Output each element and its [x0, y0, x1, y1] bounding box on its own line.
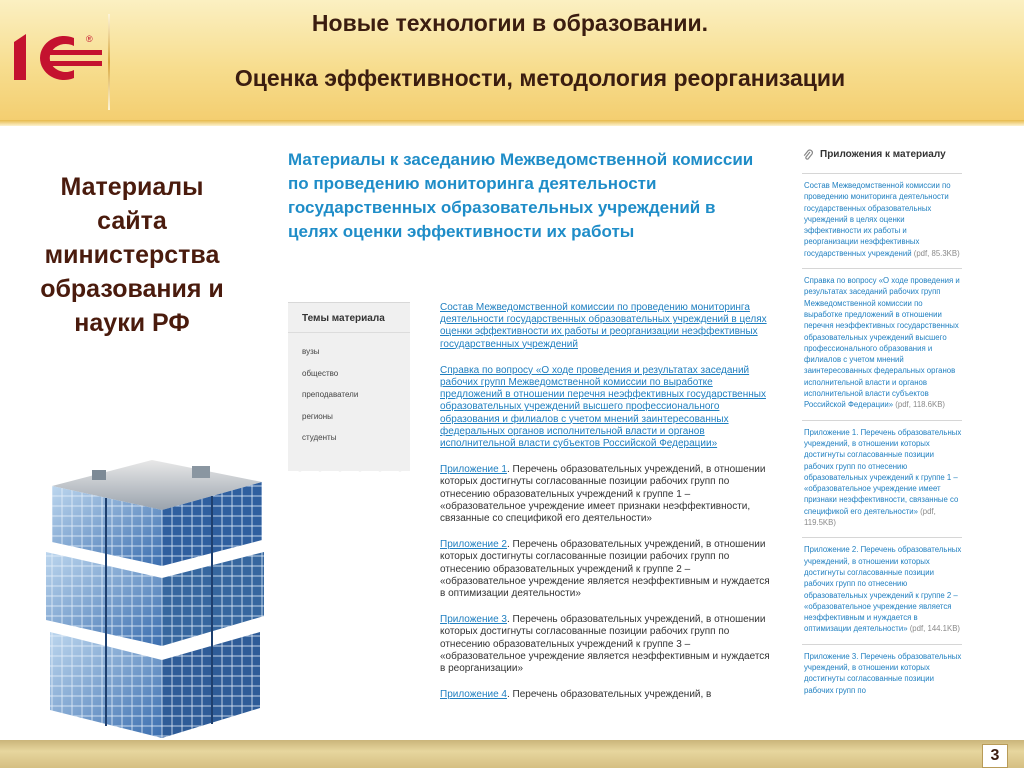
attachment-item: [802, 173, 962, 263]
attachment-link[interactable]: Приложение 1. Перечень образовательных учреждений, в отношении которых достигнуты согласованные позиции рабочих групп по отнесению образовательных учреждений к группе 1 – «образовательное учреждение имеет признаки неэффективности, связанные со спецификой его деятельности»: [804, 427, 962, 516]
attachment-link[interactable]: Приложение 2. Перечень образовательных учреждений, в отношении которых достигнуты согласованные позиции рабочих групп по отнесению образовательных учреждений к группе 2 – «образовательное учреждение является неэффективным и нуждается в оптимизации деятельности»: [804, 545, 962, 634]
attachment-size: (pdf, 118.6KB): [893, 400, 945, 410]
topic-item[interactable]: вузы: [302, 347, 320, 356]
document-description: . Перечень образовательных учреждений, в отношении которых достигнуты согласованные позиции рабочих групп по отнесению образовательных учреждений к группе 3 – «образовательное учреждение является неэффективным и нуждается в реорганизации»: [440, 614, 770, 675]
ministry-webpage-screenshot: [272, 140, 982, 756]
attachment-size: (pdf, 119.5KB): [804, 506, 936, 528]
document-item: [440, 614, 774, 675]
attachments-header: [802, 148, 962, 161]
document-link[interactable]: Приложение 1: [440, 464, 507, 476]
logo-separator: [108, 14, 110, 110]
document-description: . Перечень образовательных учреждений, в отношении которых достигнуты согласованные позиции рабочих групп по отнесению образовательных учреждений к группе 1 – «образовательное учреждение имеет признаки неэффективности, связанные со спецификой его деятельности»: [440, 464, 766, 525]
document-item: [440, 464, 774, 525]
building-cube-illustration: [32, 456, 272, 746]
topics-list: [288, 333, 410, 449]
torn-edge-decoration: [288, 458, 410, 472]
document-item: [440, 302, 774, 351]
topic-item[interactable]: преподаватели: [302, 390, 359, 399]
topic-item[interactable]: регионы: [302, 411, 333, 421]
document-link[interactable]: Приложение 2: [440, 539, 507, 551]
page-subtitle: Оценка эффективности, методология реорганизации: [234, 65, 846, 91]
webpage-title: Материалы к заседанию Межведомственной комиссии по проведению мониторинга деятельности государственных образовательных учреждений в целях оценки эффективности их работы: [288, 150, 754, 241]
document-link[interactable]: Приложение 4: [440, 689, 507, 701]
attachment-link[interactable]: Справка по вопросу «О ходе проведения и результатах заседаний рабочих групп Межведомственной комиссии по выработке предложений в отношении перечня неэффективных государственных образовательных учреждений высшего профессионального образования и филиалов с учетом мнений заинтересованных федеральных органов исполнительной власти и органов исполнительной власти субъектов Российской Федерации»: [804, 276, 960, 410]
paperclip-icon: [802, 149, 814, 161]
document-description: . Перечень образовательных учреждений, в: [507, 689, 712, 701]
attachment-item: [802, 268, 962, 415]
attachment-link[interactable]: Приложение 3. Перечень образовательных учреждений, в отношении которых достигнуты согласованные позиции рабочих групп по: [804, 651, 962, 695]
registered-mark: ®: [86, 34, 93, 44]
topic-item[interactable]: общество: [302, 368, 339, 378]
document-item: [440, 539, 774, 600]
attachments-header-label: Приложения к материалу: [820, 149, 946, 160]
document-item: [440, 365, 774, 450]
topics-panel: [288, 302, 410, 471]
side-caption: Материалы сайта министерства образования и науки РФ: [40, 173, 224, 337]
document-description: . Перечень образовательных учреждений, в отношении которых достигнуты согласованные позиции рабочих групп по отнесению образовательных учреждений к группе 2 – «образовательное учреждение является неэффективным и нуждается в оптимизации деятельности»: [440, 539, 770, 600]
attachments-panel: [802, 148, 962, 705]
documents-list: [440, 302, 774, 715]
topics-header: Темы материала: [288, 303, 410, 333]
page-title: Новые технологии в образовании.: [311, 10, 709, 36]
topic-item[interactable]: студенты: [302, 433, 337, 442]
slide-footer: [0, 740, 1024, 768]
page-number: 3: [982, 744, 1008, 768]
document-link[interactable]: Состав Межведомственной комиссии по проведению мониторинга деятельности государственных образовательных учреждений в целях оценки эффективности их работы и реорганизации неэффективных государственных учреждений: [440, 302, 767, 350]
document-link[interactable]: Справка по вопросу «О ходе проведения и результатах заседаний рабочих групп Межведомственной комиссии по выработке предложений в отношении перечня неэффективных государственных образовательных учреждений высшего профессионального образования и филиалов с учетом мнений заинтересованных федеральных органов исполнительной власти и органов исполнительной власти субъектов Российской Федерации»: [440, 364, 766, 450]
document-link[interactable]: Приложение 3: [440, 614, 507, 626]
document-item: [440, 689, 774, 701]
attachment-item: [802, 644, 962, 700]
attachment-item: [802, 537, 962, 638]
attachment-size: (pdf, 85.3KB): [911, 248, 960, 258]
attachment-link[interactable]: Состав Межведомственной комиссии по проведению мониторинга деятельности государственных образовательных учреждений в целях оценки эффективности их работы и реорганизации неэффективных государственных учреждений: [804, 181, 951, 258]
attachment-size: (pdf, 144.1KB): [907, 624, 960, 634]
attachment-item: [802, 420, 962, 533]
header-divider: [0, 120, 1024, 126]
